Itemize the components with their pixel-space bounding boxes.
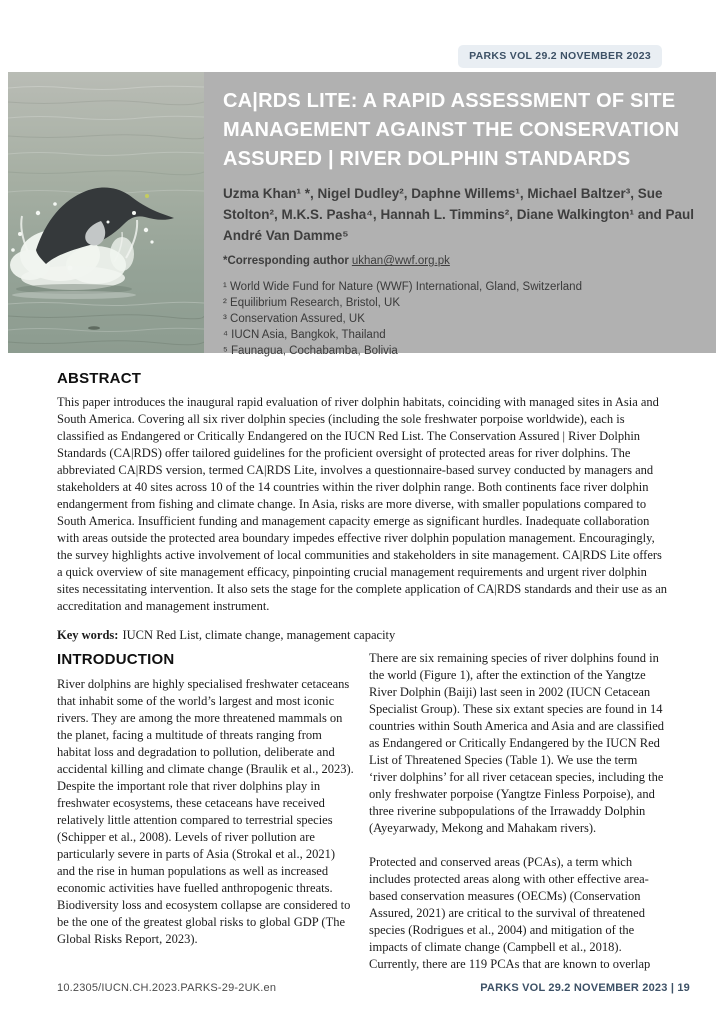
footer-doi: 10.2305/IUCN.CH.2023.PARKS-29-2UK.en [57, 982, 277, 994]
issue-badge: PARKS VOL 29.2 NOVEMBER 2023 [458, 45, 662, 68]
page-footer [57, 982, 690, 994]
introduction-heading: INTRODUCTION [57, 651, 175, 668]
keywords-line [57, 627, 668, 644]
abstract-text: This paper introduces the inaugural rapid evaluation of river dolphin habitats, coinciding with managed sites in Asia and South America. Covering all six river dolphin species (including the sole freshwater porpoise worldwide), each is classified as Endangered or Critically Endangered on the IUCN Red List. The Conservation Assured | River Dolphin Standards (CA|RDS) offer tailored guidelines for the proficient oversight of protected areas for river dolphins. The abbreviated CA|RDS version, termed CA|RDS Lite, involves a questionnaire-based survey conducted by managers and stakeholders at 40 sites across 10 of the 14 countries within the river dolphin range. Both continents face river dolphin endangerment from fishing and climate change. In Asia, risks are more diverse, with smaller populations compared to South America. Insufficient funding and management capacity emerge as significant hurdles. Inadequate collaboration with areas outside the protected area boundary impedes effective river dolphin population management. Encouragingly, the survey highlights active involvement of local communities and stakeholders in site management. CA|RDS Lite offers a quick overview of site management efficacy, pinpointing crucial management requirements and urgent river dolphin sites necessitating intervention. It also sets the stage for the complete application of CA|RDS standards and their use as an accreditation and management instrument. [57, 395, 667, 613]
corresponding-author-email-link[interactable]: ukhan@wwf.org.pk [351, 255, 450, 268]
affiliation-line: ² Equilibrium Research, Bristol, UK [223, 297, 401, 310]
floating-leaf-speck [145, 194, 149, 198]
authors-line: Uzma Khan¹ *, Nigel Dudley², Daphne Willems¹, Michael Baltzer³, Sue Stolton², M.K.S. Pasha⁴, Hannah L. Timmins², Diane Walkington¹ and Paul André Van Damme⁵ [223, 186, 694, 244]
corresponding-author-note [223, 255, 698, 267]
abstract-heading: ABSTRACT [57, 370, 142, 387]
footer-issue-page: PARKS VOL 29.2 NOVEMBER 2023 | 19 [480, 982, 690, 994]
introduction-paragraph: There are six remaining species of river dolphins found in the world (Figure 1), after the extinction of the Yangtze River Dolphin (Baiji) last seen in 2002 (IUCN Cetacean Specialist Group). These six extant species are found in 14 countries within South America and Asia and are classified as Endangered or Critically Endangered by the IUCN Red List of Threatened Species (Table 1). We use the term ‘river dolphins’ for all river cetacean species, including the only freshwater porpoise (Yangtze Finless Porpoise), and three riverine subpopulations of the Irrawaddy Dolphin (Ayeyarwady, Mekong and Mahakam rivers). [369, 651, 665, 835]
distant-ripple [88, 326, 100, 330]
introduction-paragraph: River dolphins are highly specialised freshwater cetaceans that inhabit some of the world’s largest and most iconic rivers. They are among the more threatened mammals on the planet, facing a multitude of threats ranging from habitat loss and degradation to pollution, deliberate and accidental killing and climate change (Braulik et al., 2023). Despite the important role that river dolphins play in freshwater ecosystems, these cetaceans have received relatively little attention compared to terrestrial species (Schipper et al., 2008). Levels of river pollution are particularly severe in parts of Asia (Strokal et al., 2021) and the rise in human populations as well as increased economic activities have fuelled anthropogenic threats. Biodiversity loss and ecosystem collapse are considered to be the one of the greatest global risks to global GDP (The Global Risks Report, 2023). [57, 677, 354, 947]
keywords-label: Key words: [57, 628, 119, 642]
introduction-paragraph: Protected and conserved areas (PCAs), a term which includes protected areas along with other effective area-based conservation measures (OECMs) (Conservation Assured, 2021) are critical to the survival of threatened species (Rodrigues et al., 2004) and mitigation of the impacts of climate change (Campbell et al., 2018). Currently, there are 119 PCAs that are known to overlap [369, 855, 651, 971]
header-panel [204, 72, 716, 357]
introduction-column-left [57, 650, 356, 990]
keywords-text: IUCN Red List, climate change, management capacity [122, 628, 396, 642]
corresponding-author-label: *Corresponding author [223, 255, 349, 268]
splash-foam-line [12, 291, 136, 299]
affiliation-line: ¹ World Wide Fund for Nature (WWF) International, Gland, Switzerland [223, 281, 582, 294]
article-title: CA|RDS LITE: A RAPID ASSESSMENT OF SITE MANAGEMENT AGAINST THE CONSERVATION ASSURED | RIVER DOLPHIN STANDARDS [223, 90, 680, 170]
introduction-section [57, 650, 668, 990]
dolphin-photo-illustration [8, 72, 204, 353]
affiliations-list [223, 280, 698, 359]
header-photo [8, 72, 204, 353]
introduction-column-right [369, 650, 668, 990]
affiliation-line: ⁵ Faunagua, Cochabamba, Bolivia [223, 344, 398, 357]
affiliation-line: ³ Conservation Assured, UK [223, 312, 365, 325]
article-header [8, 72, 716, 357]
abstract-section [57, 370, 668, 657]
affiliation-line: ⁴ IUCN Asia, Bangkok, Thailand [223, 328, 386, 341]
